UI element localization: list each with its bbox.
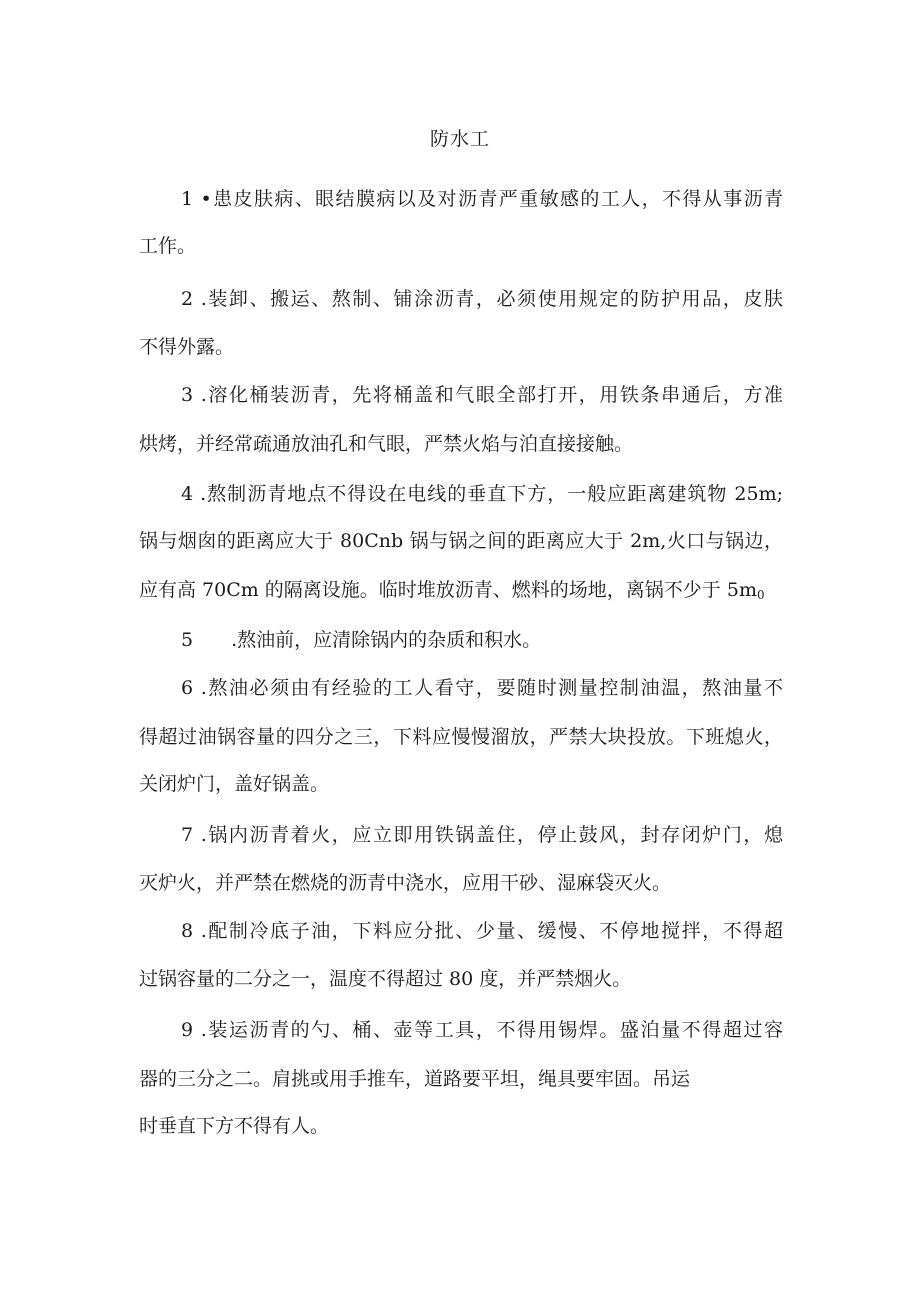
item-3-line-2: 烘烤，并经常疏通放油孔和气眼，严禁火焰与泊直接接触。 xyxy=(139,433,634,455)
item-1-line-2: 工作。 xyxy=(139,235,197,257)
item-5-line-1: 5 .熬油前，应清除锅内的杂质和积水。 xyxy=(181,629,542,651)
item-9-line-2: 器的三分之二。肩挑或用手推车，道路要平坦，绳具要牢固。吊运 xyxy=(139,1068,691,1090)
item-4-line-3 xyxy=(139,577,765,608)
item-6-line-1: 6 .熬油必须由有经验的工人看守，要随时测量控制油温，熬油量不 xyxy=(181,677,783,699)
item-8-line-1: 8 .配制冷底子油，下料应分批、少量、缓慢、不停地搅拌，不得超 xyxy=(181,920,783,942)
item-4-line-3-text: 应有高 70Cm 的隔离设施。临时堆放沥青、燃料的场地，离锅不少于 5m xyxy=(139,579,757,601)
item-6-line-3: 关闭炉门，盖好锅盖。 xyxy=(139,773,330,795)
item-2-line-2: 不得外露。 xyxy=(139,336,235,358)
item-1-line-1: 1 •患皮肤病、眼结膜病以及对沥青严重敏感的工人，不得从事沥青 xyxy=(181,188,783,210)
item-8-line-2: 过锅容量的二分之一，温度不得超过 80 度，并严禁烟火。 xyxy=(139,968,632,990)
item-4-line-3-subscript: 0 xyxy=(756,588,765,602)
item-2-line-1: 2 .装卸、搬运、熬制、铺涂沥青，必须使用规定的防护用品，皮肤 xyxy=(181,288,783,310)
item-7-line-1: 7 .锅内沥青着火，应立即用铁锅盖住，停止鼓风，封存闭炉门，熄 xyxy=(181,824,783,846)
item-7-line-2: 灭炉火，并严禁在燃烧的沥青中浇水，应用干砂、湿麻袋灭火。 xyxy=(139,872,672,894)
item-9-line-1: 9 .装运沥青的勺、桶、壶等工具，不得用锡焊。盛泊量不得超过容 xyxy=(181,1019,783,1041)
item-9-line-3: 时垂直下方不得有人。 xyxy=(139,1115,330,1137)
document-title: 防水工 xyxy=(429,128,490,150)
item-4-line-1: 4 .熬制沥青地点不得设在电线的垂直下方，一般应距离建筑物 25m; xyxy=(181,483,783,505)
item-6-line-2: 得超过油锅容量的四分之三，下料应慢慢溜放，严禁大块投放。下班熄火， xyxy=(139,726,783,748)
item-4-line-2: 锅与烟囱的距离应大于 80Cnb 锅与锅之间的距离应大于 2m,火口与锅边， xyxy=(139,530,783,552)
item-3-line-1: 3 .溶化桶装沥青，先将桶盖和气眼全部打开，用铁条串通后，方准 xyxy=(181,384,783,406)
